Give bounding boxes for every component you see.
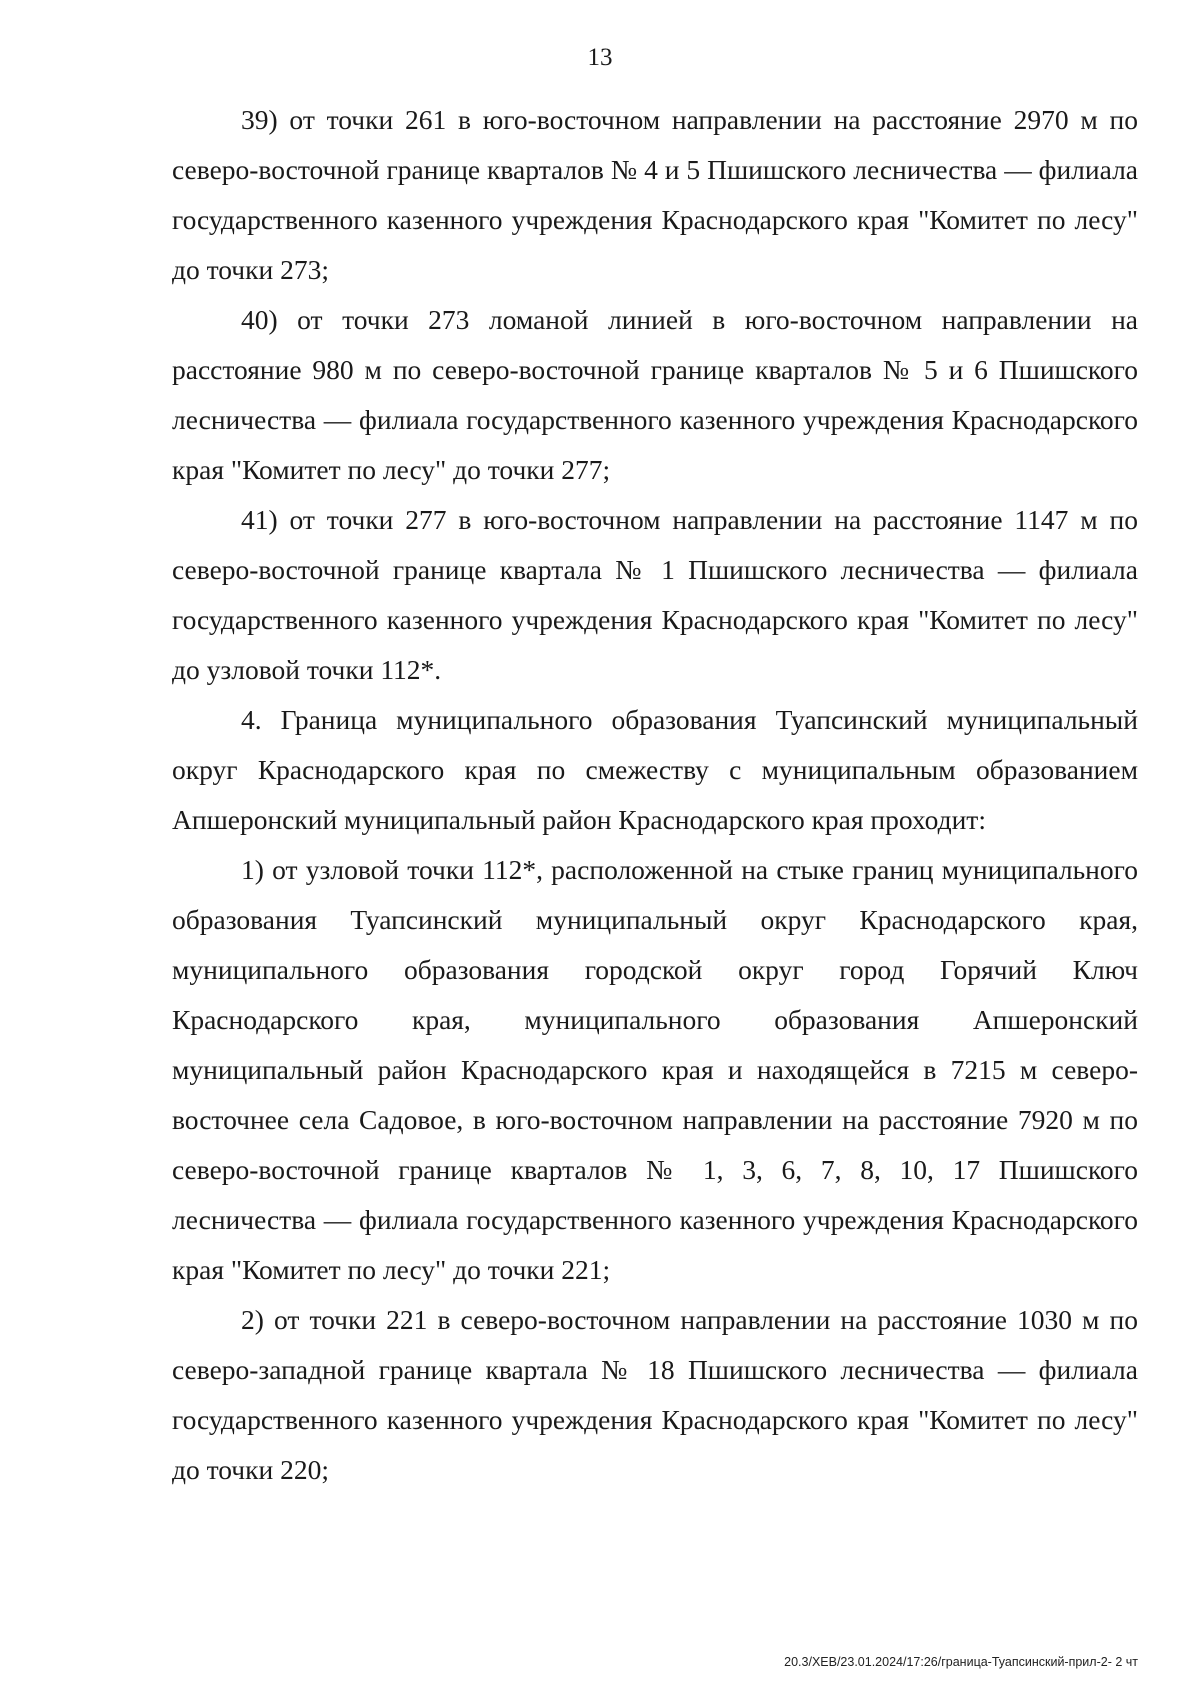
document-footer-code: 20.3/ХЕВ/23.01.2024/17:26/граница-Туапсинский-прил-2- 2 чт — [784, 1655, 1138, 1669]
paragraph-39: 39) от точки 261 в юго-восточном направлении на расстояние 2970 м по северо-восточной границе кварталов № 4 и 5 Пшишского лесничества — филиала государственного казенного учреждения Краснодарского края "Комитет по лесу" до точки 273; — [172, 104, 1138, 285]
paragraph-41: 41) от точки 277 в юго-восточном направлении на расстояние 1147 м по северо-восточной границе квартала № 1 Пшишского лесничества — филиала государственного казенного учреждения Краснодарского края "Комитет по лесу" до узловой точки 112*. — [172, 504, 1138, 685]
paragraph-1: 1) от узловой точки 112*, расположенной на стыке границ муниципального образования Туапсинский муниципальный округ Краснодарского края, муниципального образования городской округ город Горячий Ключ Краснодарского края, муниципального образования Апшеронский муниципальный район Краснодарского края и находящейся в 7215 м северо-восточнее села Садовое, в юго-восточном направлении на расстояние 7920 м по северо-восточной границе кварталов № 1, 3, 6, 7, 8, 10, 17 Пшишского лесничества — филиала государственного казенного учреждения Краснодарского края "Комитет по лесу" до точки 221; — [172, 854, 1138, 1285]
page-number: 13 — [587, 44, 613, 71]
document-body — [172, 95, 1138, 1495]
paragraph-2: 2) от точки 221 в северо-восточном направлении на расстояние 1030 м по северо-западной границе квартала № 18 Пшишского лесничества — филиала государственного казенного учреждения Краснодарского края "Комитет по лесу" до точки 220; — [172, 1304, 1138, 1485]
section-4-heading-paragraph: 4. Граница муниципального образования Туапсинский муниципальный округ Краснодарского края по смежеству с муниципальным образованием Апшеронский муниципальный район Краснодарского края проходит: — [172, 704, 1138, 835]
paragraph-40: 40) от точки 273 ломаной линией в юго-восточном направлении на расстояние 980 м по северо-восточной границе кварталов № 5 и 6 Пшишского лесничества — филиала государственного казенного учреждения Краснодарского края "Комитет по лесу" до точки 277; — [172, 304, 1138, 485]
